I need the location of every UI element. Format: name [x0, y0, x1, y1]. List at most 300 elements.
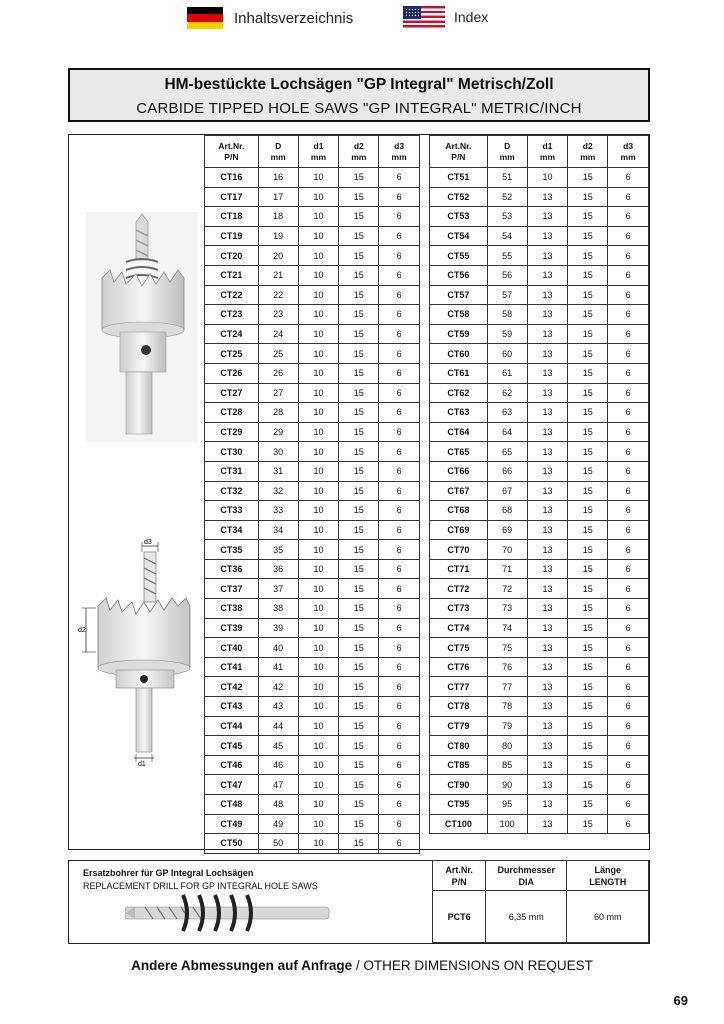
- dimension-cell: 68: [487, 501, 527, 521]
- dimension-cell: 29: [258, 422, 298, 442]
- part-number-cell: CT32: [205, 481, 259, 501]
- dimension-cell: 13: [527, 697, 568, 717]
- dimension-cell: 6: [608, 618, 649, 638]
- dimension-cell: 10: [298, 422, 339, 442]
- part-number-cell: CT54: [430, 226, 488, 246]
- column-header: Art.Nr. P/N: [205, 136, 259, 168]
- dimension-cell: 6: [608, 775, 649, 795]
- dimension-cell: 70: [487, 540, 527, 560]
- part-number-cell: CT72: [430, 579, 488, 599]
- dimension-cell: 15: [568, 324, 608, 344]
- column-header: d2 mm: [339, 136, 379, 168]
- dimension-cell: 6: [608, 324, 649, 344]
- table-row: [205, 677, 420, 697]
- dimension-cell: 6: [379, 324, 420, 344]
- table-row: [205, 461, 420, 481]
- dimension-cell: 10: [298, 285, 339, 305]
- dimension-cell: 42: [258, 677, 298, 697]
- dimension-cell: 15: [339, 501, 379, 521]
- dimension-cell: 6: [379, 618, 420, 638]
- dimension-cell: 13: [527, 540, 568, 560]
- dimension-cell: 13: [527, 324, 568, 344]
- table-row: [205, 442, 420, 462]
- dimension-cell: 6: [379, 168, 420, 188]
- dimension-cell: 15: [339, 168, 379, 188]
- dimension-cell: 43: [258, 697, 298, 717]
- dimension-cell: 90: [487, 775, 527, 795]
- dimension-cell: 22: [258, 285, 298, 305]
- dimension-cell: 13: [527, 305, 568, 325]
- table-row: [205, 716, 420, 736]
- dimension-cell: 15: [568, 305, 608, 325]
- table-row: [430, 736, 649, 756]
- dimension-cell: 10: [298, 677, 339, 697]
- dimension-cell: 6: [379, 207, 420, 227]
- dimension-cell: 32: [258, 481, 298, 501]
- table-header-row: [430, 136, 649, 168]
- dimension-cell: 57: [487, 285, 527, 305]
- dimension-cell: 13: [527, 618, 568, 638]
- dimension-cell: 6: [379, 599, 420, 619]
- table-row: [205, 657, 420, 677]
- column-header: d1 mm: [527, 136, 568, 168]
- table-row: [205, 246, 420, 266]
- dimension-cell: 6: [379, 697, 420, 717]
- table-row: [205, 481, 420, 501]
- dimension-cell: 10: [298, 638, 339, 658]
- dimension-cell: 6: [379, 638, 420, 658]
- table-row: [205, 305, 420, 325]
- part-number-cell: CT21: [205, 265, 259, 285]
- part-number-cell: CT62: [430, 383, 488, 403]
- dimension-cell: 6: [379, 716, 420, 736]
- dimension-cell: 41: [258, 657, 298, 677]
- dimension-cell: 10: [298, 403, 339, 423]
- drill-label-english: REPLACEMENT DRILL FOR GP INTEGRAL HOLE SAWS: [83, 881, 318, 891]
- drill-header-dia: Durchmesser DIA: [486, 861, 567, 891]
- dimension-cell: 15: [568, 795, 608, 815]
- part-number-cell: CT69: [430, 520, 488, 540]
- column-header: d3 mm: [379, 136, 420, 168]
- part-number-cell: CT68: [430, 501, 488, 521]
- part-number-cell: CT34: [205, 520, 259, 540]
- dimension-cell: 13: [527, 285, 568, 305]
- dimension-cell: 60: [487, 344, 527, 364]
- dimension-cell: 6: [379, 520, 420, 540]
- note-separator: /: [352, 958, 364, 973]
- part-number-cell: CT63: [430, 403, 488, 423]
- dimension-cell: 15: [568, 344, 608, 364]
- other-dimensions-note: [0, 958, 724, 973]
- dimension-cell: 6: [379, 226, 420, 246]
- table-row: [430, 285, 649, 305]
- dimension-cell: 15: [339, 265, 379, 285]
- dimension-cell: 6: [379, 344, 420, 364]
- dimension-cell: 30: [258, 442, 298, 462]
- dimension-cell: 6: [608, 187, 649, 207]
- dimension-cell: 10: [298, 442, 339, 462]
- dimension-cell: 15: [568, 226, 608, 246]
- part-number-cell: CT56: [430, 265, 488, 285]
- dimension-cell: 73: [487, 599, 527, 619]
- part-number-cell: CT85: [430, 755, 488, 775]
- table-row: [430, 795, 649, 815]
- dimension-cell: 6: [608, 716, 649, 736]
- dimension-cell: 45: [258, 736, 298, 756]
- dimension-cell: 15: [339, 697, 379, 717]
- dimension-cell: 15: [568, 363, 608, 383]
- part-number-cell: CT52: [430, 187, 488, 207]
- page-title-english: CARBIDE TIPPED HOLE SAWS "GP INTEGRAL" METRIC/INCH: [136, 100, 582, 117]
- dimension-cell: 10: [298, 657, 339, 677]
- dimension-cell: 6: [608, 344, 649, 364]
- dimension-cell: 6: [608, 501, 649, 521]
- drill-label-german: Ersatzbohrer für GP Integral Lochsägen: [83, 868, 254, 878]
- part-number-cell: CT46: [205, 755, 259, 775]
- drill-length: 60 mm: [567, 891, 649, 943]
- dimension-cell: 10: [298, 344, 339, 364]
- dimension-cell: 13: [527, 775, 568, 795]
- part-number-cell: CT53: [430, 207, 488, 227]
- dimension-cell: 27: [258, 383, 298, 403]
- dimension-cell: 6: [608, 677, 649, 697]
- part-number-cell: CT74: [430, 618, 488, 638]
- dimension-cell: 6: [608, 540, 649, 560]
- dimension-cell: 95: [487, 795, 527, 815]
- part-number-cell: CT17: [205, 187, 259, 207]
- dimension-cell: 10: [298, 501, 339, 521]
- drill-dia: 6,35 mm: [486, 891, 567, 943]
- dimension-cell: 47: [258, 775, 298, 795]
- part-number-cell: CT51: [430, 168, 488, 188]
- dimension-cell: 10: [298, 559, 339, 579]
- spec-table-left: [204, 135, 420, 854]
- dimension-cell: 10: [298, 814, 339, 834]
- part-number-cell: CT22: [205, 285, 259, 305]
- dimension-cell: 15: [339, 403, 379, 423]
- table-row: [430, 363, 649, 383]
- dimension-cell: 6: [379, 403, 420, 423]
- d1-label: d1: [138, 761, 146, 768]
- dimension-cell: 15: [339, 638, 379, 658]
- dimension-cell: 6: [379, 442, 420, 462]
- dimension-cell: 13: [527, 207, 568, 227]
- dimension-cell: 15: [568, 383, 608, 403]
- dimension-cell: 10: [298, 834, 339, 854]
- dimension-cell: 33: [258, 501, 298, 521]
- table-row: [430, 226, 649, 246]
- nav-link-inhaltsverzeichnis[interactable]: Inhaltsverzeichnis: [234, 10, 354, 27]
- table-row: [430, 461, 649, 481]
- dimension-cell: 6: [379, 755, 420, 775]
- dimension-cell: 15: [339, 324, 379, 344]
- dimension-cell: 6: [608, 207, 649, 227]
- dimension-cell: 6: [608, 285, 649, 305]
- dimension-cell: 6: [379, 775, 420, 795]
- dimension-cell: 52: [487, 187, 527, 207]
- dimension-cell: 10: [298, 168, 339, 188]
- part-number-cell: CT71: [430, 559, 488, 579]
- dimension-cell: 15: [568, 716, 608, 736]
- column-header: D mm: [487, 136, 527, 168]
- dimension-cell: 15: [339, 618, 379, 638]
- part-number-cell: CT29: [205, 422, 259, 442]
- table-row: [430, 207, 649, 227]
- table-row: [205, 363, 420, 383]
- dimension-cell: 6: [379, 540, 420, 560]
- dimension-cell: 15: [568, 755, 608, 775]
- table-row: [430, 246, 649, 266]
- part-number-cell: CT23: [205, 305, 259, 325]
- table-row: [205, 697, 420, 717]
- dimension-cell: 13: [527, 736, 568, 756]
- dimension-cell: 72: [487, 579, 527, 599]
- dimension-cell: 15: [568, 168, 608, 188]
- dimension-cell: 6: [379, 814, 420, 834]
- dimension-cell: 15: [339, 363, 379, 383]
- part-number-cell: CT48: [205, 795, 259, 815]
- dimension-cell: 15: [339, 716, 379, 736]
- part-number-cell: CT27: [205, 383, 259, 403]
- dimension-cell: 53: [487, 207, 527, 227]
- dimension-cell: 25: [258, 344, 298, 364]
- dimension-cell: 28: [258, 403, 298, 423]
- table-row: [205, 559, 420, 579]
- part-number-cell: CT30: [205, 442, 259, 462]
- dimension-cell: 10: [298, 265, 339, 285]
- nav-link-index[interactable]: Index: [454, 9, 489, 25]
- dimension-cell: 13: [527, 461, 568, 481]
- dimension-cell: 13: [527, 265, 568, 285]
- dimension-cell: 6: [608, 403, 649, 423]
- dimension-cell: 10: [298, 697, 339, 717]
- dimension-cell: 15: [339, 775, 379, 795]
- dimension-cell: 15: [339, 481, 379, 501]
- dimension-cell: 62: [487, 383, 527, 403]
- table-row: [430, 403, 649, 423]
- spec-table-right: [429, 135, 649, 834]
- dimension-cell: 6: [608, 168, 649, 188]
- dimension-cell: 10: [298, 481, 339, 501]
- dimension-cell: 44: [258, 716, 298, 736]
- dimension-cell: 10: [527, 168, 568, 188]
- dimension-cell: 15: [568, 442, 608, 462]
- dimension-cell: 6: [608, 226, 649, 246]
- dimension-cell: 18: [258, 207, 298, 227]
- table-row: [430, 422, 649, 442]
- dimension-cell: 6: [379, 657, 420, 677]
- part-number-cell: CT31: [205, 461, 259, 481]
- table-row: [205, 520, 420, 540]
- part-number-cell: CT16: [205, 168, 259, 188]
- dimension-cell: 13: [527, 363, 568, 383]
- dimension-cell: 38: [258, 599, 298, 619]
- dimension-cell: 6: [379, 383, 420, 403]
- dimension-cell: 6: [379, 363, 420, 383]
- table-row: [205, 265, 420, 285]
- dimension-cell: 10: [298, 226, 339, 246]
- dimension-cell: 10: [298, 520, 339, 540]
- part-number-cell: CT57: [430, 285, 488, 305]
- table-row: [430, 599, 649, 619]
- column-header: Art.Nr. P/N: [430, 136, 488, 168]
- dimension-cell: 10: [298, 755, 339, 775]
- dimension-cell: 26: [258, 363, 298, 383]
- table-row: [205, 540, 420, 560]
- table-row: [430, 265, 649, 285]
- table-row: [205, 618, 420, 638]
- table-row: [205, 168, 420, 188]
- part-number-cell: CT58: [430, 305, 488, 325]
- column-header: d1 mm: [298, 136, 339, 168]
- part-number-cell: CT55: [430, 246, 488, 266]
- dimension-cell: 6: [608, 363, 649, 383]
- dimension-cell: 6: [379, 246, 420, 266]
- dimension-cell: 10: [298, 363, 339, 383]
- dimension-cell: 63: [487, 403, 527, 423]
- dimension-cell: 6: [379, 501, 420, 521]
- table-row: [430, 657, 649, 677]
- part-number-cell: CT38: [205, 599, 259, 619]
- dimension-cell: 24: [258, 324, 298, 344]
- dimension-cell: 13: [527, 657, 568, 677]
- table-row: [205, 207, 420, 227]
- dimension-cell: 69: [487, 520, 527, 540]
- replacement-drill-box: [68, 860, 650, 944]
- dimension-cell: 100: [487, 814, 527, 834]
- dimension-cell: 10: [298, 579, 339, 599]
- table-row: [430, 481, 649, 501]
- dimension-cell: 31: [258, 461, 298, 481]
- dimension-cell: 34: [258, 520, 298, 540]
- table-row: [205, 422, 420, 442]
- dimension-cell: 13: [527, 246, 568, 266]
- dimension-cell: 6: [379, 795, 420, 815]
- dimension-cell: 15: [568, 246, 608, 266]
- part-number-cell: CT66: [430, 461, 488, 481]
- part-number-cell: CT40: [205, 638, 259, 658]
- table-row: [430, 814, 649, 834]
- dimension-cell: 15: [568, 775, 608, 795]
- dimension-cell: 6: [608, 305, 649, 325]
- part-number-cell: CT35: [205, 540, 259, 560]
- dimension-cell: 15: [339, 207, 379, 227]
- german-flag-icon[interactable]: [187, 7, 223, 29]
- table-row: [430, 559, 649, 579]
- dimension-cell: 6: [608, 383, 649, 403]
- dimension-cell: 6: [379, 834, 420, 854]
- table-row: [205, 403, 420, 423]
- dimension-cell: 15: [339, 461, 379, 481]
- dimension-cell: 15: [339, 559, 379, 579]
- part-number-cell: CT42: [205, 677, 259, 697]
- dimension-cell: 15: [568, 265, 608, 285]
- dimension-cell: 66: [487, 461, 527, 481]
- dimension-cell: 10: [298, 795, 339, 815]
- dimension-cell: 65: [487, 442, 527, 462]
- dimension-cell: 15: [568, 599, 608, 619]
- part-number-cell: CT41: [205, 657, 259, 677]
- dimension-cell: 6: [608, 265, 649, 285]
- dimension-cell: 15: [339, 834, 379, 854]
- dimension-cell: 10: [298, 246, 339, 266]
- dimension-cell: 13: [527, 814, 568, 834]
- dimension-cell: 20: [258, 246, 298, 266]
- dimension-cell: 61: [487, 363, 527, 383]
- part-number-cell: CT45: [205, 736, 259, 756]
- us-flag-icon[interactable]: [403, 6, 445, 30]
- part-number-cell: CT78: [430, 697, 488, 717]
- dimension-cell: 6: [608, 795, 649, 815]
- dimension-cell: 6: [379, 559, 420, 579]
- part-number-cell: CT79: [430, 716, 488, 736]
- dimension-cell: 15: [339, 285, 379, 305]
- table-row: [430, 520, 649, 540]
- dimension-cell: 13: [527, 677, 568, 697]
- dimension-cell: 10: [298, 461, 339, 481]
- part-number-cell: CT47: [205, 775, 259, 795]
- part-number-cell: CT24: [205, 324, 259, 344]
- dimension-cell: 23: [258, 305, 298, 325]
- dimension-cell: 74: [487, 618, 527, 638]
- dimension-cell: 46: [258, 755, 298, 775]
- replacement-drill-image: [125, 889, 335, 937]
- part-number-cell: CT59: [430, 324, 488, 344]
- part-number-cell: CT77: [430, 677, 488, 697]
- table-row: [430, 716, 649, 736]
- table-row: [430, 344, 649, 364]
- dimension-cell: 13: [527, 442, 568, 462]
- dimension-cell: 10: [298, 716, 339, 736]
- part-number-cell: CT95: [430, 795, 488, 815]
- table-row: [205, 834, 420, 854]
- d2-label: d2: [78, 627, 86, 634]
- drill-header-length: Länge LENGTH: [567, 861, 649, 891]
- dimension-cell: 15: [568, 579, 608, 599]
- dimension-cell: 15: [568, 697, 608, 717]
- table-row: [430, 579, 649, 599]
- part-number-cell: CT80: [430, 736, 488, 756]
- dimension-cell: 15: [568, 207, 608, 227]
- table-row: [430, 383, 649, 403]
- dimension-cell: 13: [527, 403, 568, 423]
- part-number-cell: CT73: [430, 599, 488, 619]
- dimension-cell: 6: [379, 481, 420, 501]
- dimension-cell: 13: [527, 755, 568, 775]
- dimension-cell: 51: [487, 168, 527, 188]
- dimension-cell: 15: [568, 501, 608, 521]
- dimension-cell: 56: [487, 265, 527, 285]
- table-row: [205, 324, 420, 344]
- dimension-cell: 13: [527, 383, 568, 403]
- dimension-cell: 58: [487, 305, 527, 325]
- dimension-cell: 79: [487, 716, 527, 736]
- part-number-cell: CT75: [430, 638, 488, 658]
- dimension-cell: 13: [527, 716, 568, 736]
- dimension-cell: 6: [608, 520, 649, 540]
- dimension-cell: 10: [298, 736, 339, 756]
- part-number-cell: CT100: [430, 814, 488, 834]
- dimension-cell: 36: [258, 559, 298, 579]
- dimension-cell: 13: [527, 579, 568, 599]
- dimension-cell: 10: [298, 383, 339, 403]
- dimension-cell: 77: [487, 677, 527, 697]
- dimension-cell: 10: [298, 540, 339, 560]
- table-row: [205, 775, 420, 795]
- note-english: OTHER DIMENSIONS ON REQUEST: [363, 958, 593, 973]
- dimension-cell: 15: [568, 814, 608, 834]
- dimension-cell: 10: [298, 599, 339, 619]
